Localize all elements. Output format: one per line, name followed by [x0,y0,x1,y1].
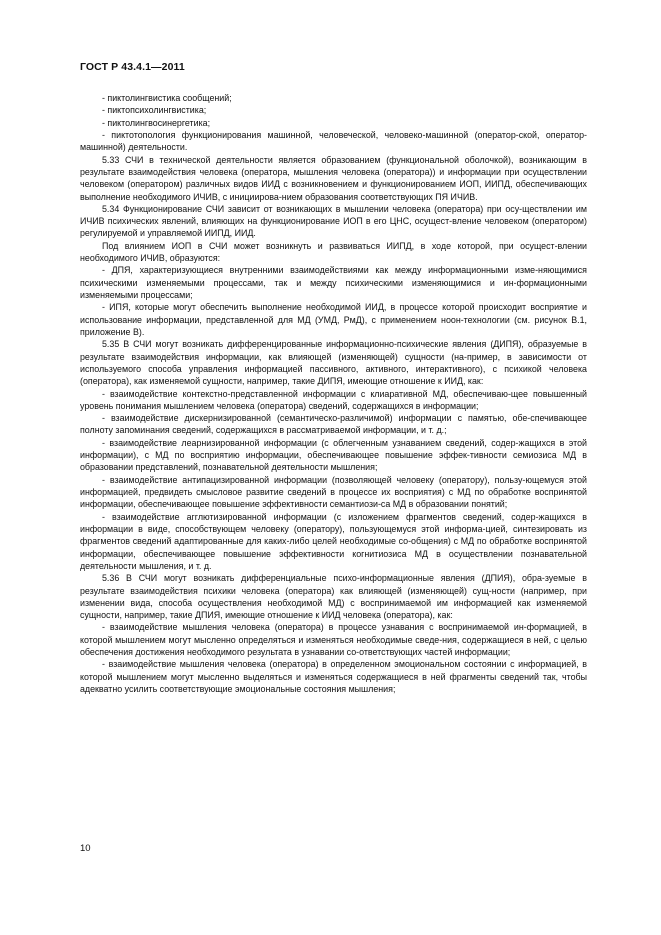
paragraph: - взаимодействие мышления человека (оператора) в определенном эмоциональном состоянии с информацией, в которой мышлением могут мысленно выделяться и изменяться содержащиеся в ней фрагменты сведений так, чтобы адекватно усилить соответствующие эмоциональные состояния мышления; [80,659,587,694]
paragraph: - взаимодействие мышления человека (оператора) в процессе узнавания с воспринимаемой ин-формацией, в которой мышлением могут мысленно определяться и изменяться необходимые сведе-ния, содержащиеся в ней, с целью обеспечения достижения необходимого результата в узнавании со-ответствующих частей информации; [80,622,587,658]
paragraph: 5.35 В СЧИ могут возникать дифференцированные информационно-психические явления (ДИПЯ), образуемые в результате взаимодействия информации, как влияющей (изменяющей) сущности (на-пример, в зависимости от используемого способа управления информацией пассивного, активного, интерактивного), с психикой человека (оператора), как изменяемой сущности, например, такие ДИПЯ, имеющие отношение к ИИД, как: [80,339,587,387]
paragraph: - взаимодействие дискернизированной (семантическо-различимой) информации с памятью, обе-спечивающее полноту запоминания сведений, содержащихся в рассматриваемой информации, и т. д.; [80,413,587,436]
document-body [80,92,587,695]
paragraph: 5.36 В СЧИ могут возникать дифференциальные психо-информационные явления (ДПИЯ), обра-зуемые в результате взаимодействия психики человека (оператора) как влияющей (изменяющей) сущ-ности (например, при изменении вида, способа осуществления необходимой МД) с воспринимаемой им информацией как изменяемой сущности, например, такие ДПИЯ, имеющие отношение к ИИД человека (оператора), как: [80,573,587,621]
paragraph: - взаимодействие контекстно-представленной информации с клиаративной МД, обеспечиваю-щее повышенный уровень понимания мышлением человека (оператора) сведений, содержащихся в информации; [80,388,587,411]
paragraph: 5.34 Функционирование СЧИ зависит от возникающих в мышлении человека (оператора) при осу-ществлении им ИЧИВ психических явлений, влияющих на функционирование ИОП в его ЦНС, осущест-вление человеком (оператором) регулируемой и управляемой ИИПД, ИИД. [80,203,587,239]
paragraph: - пиктопсихолингвистика; [102,105,207,116]
page-number: 10 [80,843,91,854]
paragraph: - пиктолингвистика сообщений; [102,93,232,103]
paragraph: - пиктолингвосинергетика; [102,117,211,128]
paragraph: - пиктотопология функционирования машинной, человеческой, человеко-машинной (оператор-ской, оператор-машинной) деятельности. [80,129,587,153]
paragraph: - взаимодействие леарнизированной информации (с облегченным узнаванием сведений, содер-жащихся в этой информации), с МД по восприятию информации, обеспечивающее повышение эффек-тивности семиозиса МД в образовании представлений, познавательной деятельности мышления; [80,437,587,473]
document-header: ГОСТ Р 43.4.1—2011 [80,61,185,73]
paragraph: - взаимодействие агглютизированной информации (с изложением фрагментов сведений, содер-жащихся в информации в виде, способствующем человеку (оператору), пользующемуся этой информа-цией, синтезировать из фрагментов сведений адаптированные для каких-либо целей необходимые со-общения) с МД по обработке воспринятой информации, обеспечивающее повышение эффективности когнитиозиса МД в осуществлении познавательной деятельности мышления, и т. д. [80,511,587,571]
paragraph: - ИПЯ, которые могут обеспечить выполнение необходимой ИИД, в процессе которой происходит восприятие и использование информации, представленной для МД (УМД, РмД), с применением ноон-технологии (см. рисунок В.1, приложение В). [80,302,587,337]
paragraph: - ДПЯ, характеризующиеся внутренними взаимодействиями как между информационными изме-няющимися психическими изменяемыми процессами, так и между психическими изменяющимися и ин-формационными изменяемыми процессами; [80,265,587,300]
paragraph: - взаимодействие антипацизированной информации (позволяющей человеку (оператору), пользу-ющемуся этой информацией, предвидеть смысловое развитие сведений в процессе их восприятия) с МД по обработке воспринятой информации, обеспечивающее повышение эффективности семантиози-са МД в образовании понятий; [80,474,587,510]
paragraph: 5.33 СЧИ в технической деятельности является образованием (функциональной оболочкой), возникающим в результате взаимодействия человека (оператора, мышления человека (оператора)) и информации при осуществлении человеком (оператором) различных видов ИИД с возникновением и функционированием ИОП, ИИПД, обеспечивающих выполнение необходимого ИЧИВ, с инициирова-нием образования соответствующих ПЯ ИЧИВ. [80,154,587,202]
paragraph: Под влиянием ИОП в СЧИ может возникнуть и развиваться ИИПД, в ходе которой, при осущест-влении необходимого ИЧИВ, образуются: [80,240,587,264]
